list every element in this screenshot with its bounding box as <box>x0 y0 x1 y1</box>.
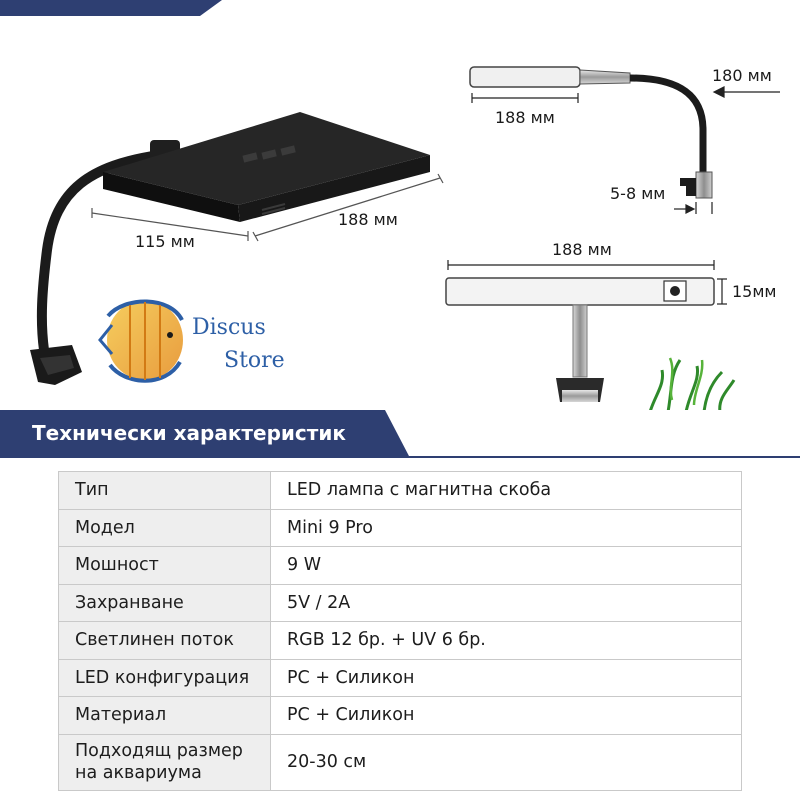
spec-value: RGB 12 бр. + UV 6 бр. <box>271 622 742 660</box>
table-row <box>59 547 742 585</box>
spec-value: PC + Силикон <box>271 659 742 697</box>
spec-label: Материал <box>59 697 271 735</box>
spec-label: LED конфигурация <box>59 659 271 697</box>
dim-side-length-label: 188 мм <box>495 108 555 127</box>
spec-label: Подходящ размер на аквариума <box>59 734 271 790</box>
spec-label: Светлинен поток <box>59 622 271 660</box>
dim-front-height-label: 15мм <box>732 282 777 301</box>
table-row <box>59 697 742 735</box>
spec-value: 20-30 см <box>271 734 742 790</box>
dim-box-width-label: 115 мм <box>135 232 195 251</box>
dim-box-length-label: 188 мм <box>338 210 398 229</box>
dim-arm-length-label: 180 мм <box>712 66 772 85</box>
spec-value: LED лампа с магнитна скоба <box>271 472 742 510</box>
spec-label: Мошност <box>59 547 271 585</box>
spec-value: Mini 9 Pro <box>271 509 742 547</box>
corner-banner-shape <box>0 0 222 16</box>
aqua-logo <box>650 358 734 410</box>
specs-title: Технически характеристик <box>32 421 346 445</box>
spec-value: 5V / 2A <box>271 584 742 622</box>
discus-logo-line1: Discus <box>192 315 266 340</box>
table-row <box>59 584 742 622</box>
table-row <box>59 509 742 547</box>
lamp-3d-view <box>30 112 430 385</box>
spec-label: Захранване <box>59 584 271 622</box>
table-row <box>59 734 742 790</box>
table-row <box>59 472 742 510</box>
lamp-front-view <box>446 278 714 402</box>
dim-front-length-label: 188 мм <box>552 240 612 259</box>
spec-value: 9 W <box>271 547 742 585</box>
dim-clip-range-label: 5-8 мм <box>610 184 666 203</box>
spec-label: Тип <box>59 472 271 510</box>
discus-fish-icon <box>100 300 183 381</box>
table-row <box>59 622 742 660</box>
lamp-side-view <box>470 67 712 198</box>
specs-table <box>58 471 742 791</box>
spec-value: PC + Силикон <box>271 697 742 735</box>
table-row <box>59 659 742 697</box>
spec-label: Модел <box>59 509 271 547</box>
discus-logo-line2: Store <box>224 348 285 373</box>
